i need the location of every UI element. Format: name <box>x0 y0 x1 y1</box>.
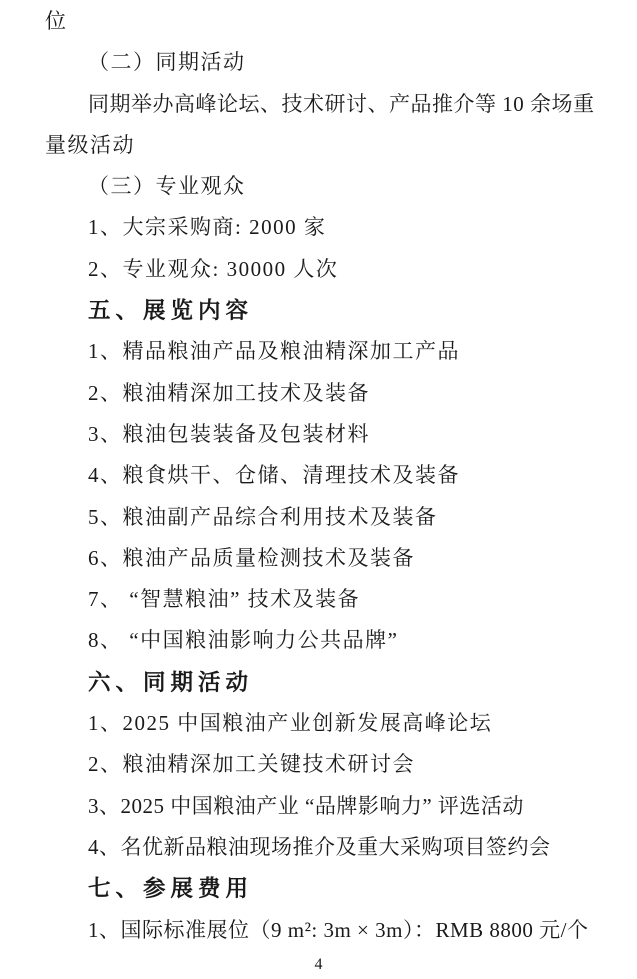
document-line: 2、粮油精深加工关键技术研讨会 <box>88 752 415 777</box>
document-line: 3、2025 中国粮油产业 “品牌影响力” 评选活动 <box>88 793 524 818</box>
document-line: 同期举办高峰论坛、技术研讨、产品推介等 10 余场重 <box>88 91 595 116</box>
document-line: （二）同期活动 <box>88 50 246 75</box>
document-line: 1、国际标准展位（9 m²: 3m × 3m）：RMB 8800 元/个 <box>88 917 589 942</box>
document-line: 5、粮油副产品综合利用技术及装备 <box>88 504 438 529</box>
document-line: 7、 “智慧粮油” 技术及装备 <box>88 587 361 612</box>
document-line: 位 <box>45 9 68 33</box>
document-line: 1、精品粮油产品及粮油精深加工产品 <box>88 339 460 364</box>
section-heading: 七、参展费用 <box>88 876 254 902</box>
document-line: 2、专业观众: 30000 人次 <box>88 256 339 281</box>
document-line: 1、2025 中国粮油产业创新发展高峰论坛 <box>88 711 493 736</box>
document-line: 1、大宗采购商: 2000 家 <box>88 215 327 240</box>
document-line: 4、名优新品粮油现场推介及重大采购项目签约会 <box>88 834 551 859</box>
document-line: 4、粮食烘干、仓储、清理技术及装备 <box>88 463 460 488</box>
document-line: 6、粮油产品质量检测技术及装备 <box>88 545 415 570</box>
document-line: 3、粮油包装装备及包装材料 <box>88 421 370 446</box>
section-heading: 六、同期活动 <box>88 669 254 695</box>
section-heading: 五、展览内容 <box>88 298 254 324</box>
document-line: 量级活动 <box>45 132 135 157</box>
document-line: 2、粮油精深加工技术及装备 <box>88 380 370 405</box>
document-line: （三）专业观众 <box>88 174 246 199</box>
page-number: 4 <box>314 956 323 973</box>
document-line: 8、 “中国粮油影响力公共品牌” <box>88 628 399 653</box>
